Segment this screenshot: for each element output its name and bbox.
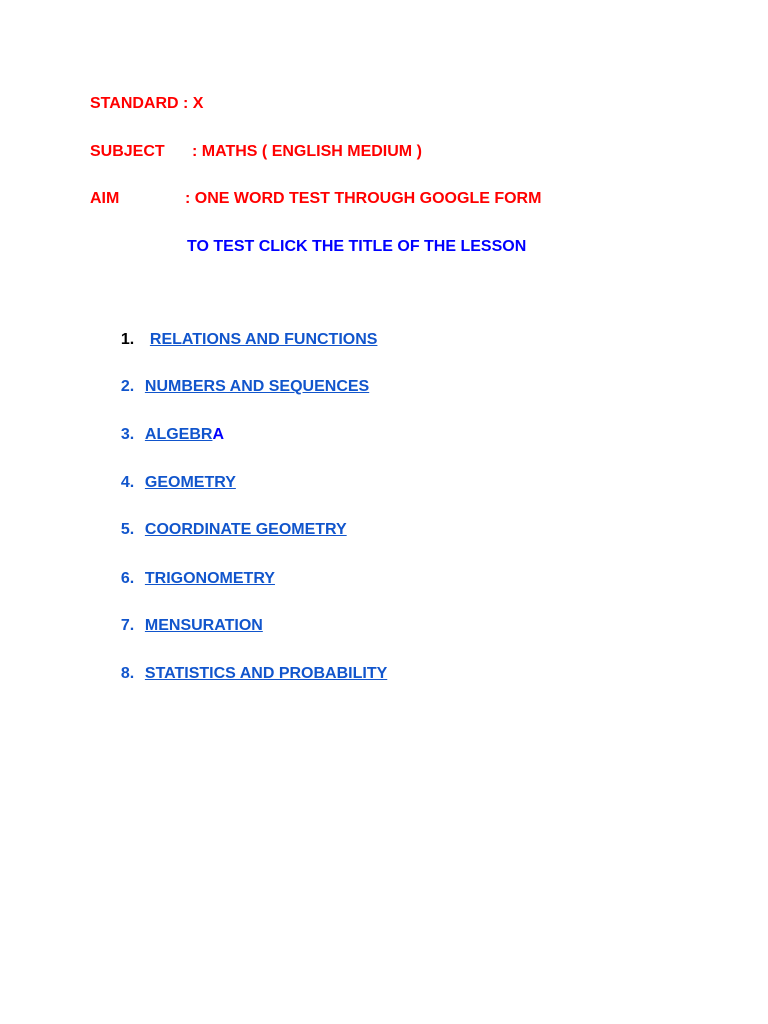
subject-value: : MATHS ( ENGLISH MEDIUM ) xyxy=(192,143,422,160)
list-item xyxy=(112,405,224,445)
lesson-title-tail: A xyxy=(212,426,225,443)
list-item xyxy=(112,500,347,540)
list-number: 6. xyxy=(120,570,135,587)
lesson-link-coordinate-geometry[interactable]: COORDINATE GEOMETRY xyxy=(144,521,347,538)
lesson-link-relations-and-functions[interactable]: RELATIONS AND FUNCTIONS xyxy=(149,331,378,348)
list-number: 7. xyxy=(120,617,135,634)
list-item xyxy=(112,310,377,350)
aim-value: : ONE WORD TEST THROUGH GOOGLE FORM xyxy=(185,190,542,207)
list-number: 3. xyxy=(120,426,135,443)
list-number: 2. xyxy=(120,378,135,395)
list-item xyxy=(112,549,275,589)
list-number: 8. xyxy=(120,665,135,682)
subject-label: SUBJECT xyxy=(90,143,165,160)
lesson-link-trigonometry[interactable]: TRIGONOMETRY xyxy=(144,570,275,587)
list-item xyxy=(112,357,369,397)
lesson-link-mensuration[interactable]: MENSURATION xyxy=(144,617,263,634)
list-number: 4. xyxy=(120,474,135,491)
lesson-link-geometry[interactable]: GEOMETRY xyxy=(144,474,236,491)
list-number: 5. xyxy=(120,521,135,538)
lesson-link-algebra[interactable]: ALGEBR xyxy=(144,426,213,443)
list-item xyxy=(112,596,263,636)
list-item xyxy=(112,644,387,684)
list-number: 1. xyxy=(120,331,135,348)
lesson-link-statistics-and-probability[interactable]: STATISTICS AND PROBABILITY xyxy=(144,665,388,682)
aim-label: AIM xyxy=(90,190,120,207)
list-item xyxy=(112,453,236,493)
instruction-text: TO TEST CLICK THE TITLE OF THE LESSON xyxy=(187,238,527,255)
standard-label: STANDARD : X xyxy=(90,95,204,112)
lesson-link-numbers-and-sequences[interactable]: NUMBERS AND SEQUENCES xyxy=(144,378,370,395)
